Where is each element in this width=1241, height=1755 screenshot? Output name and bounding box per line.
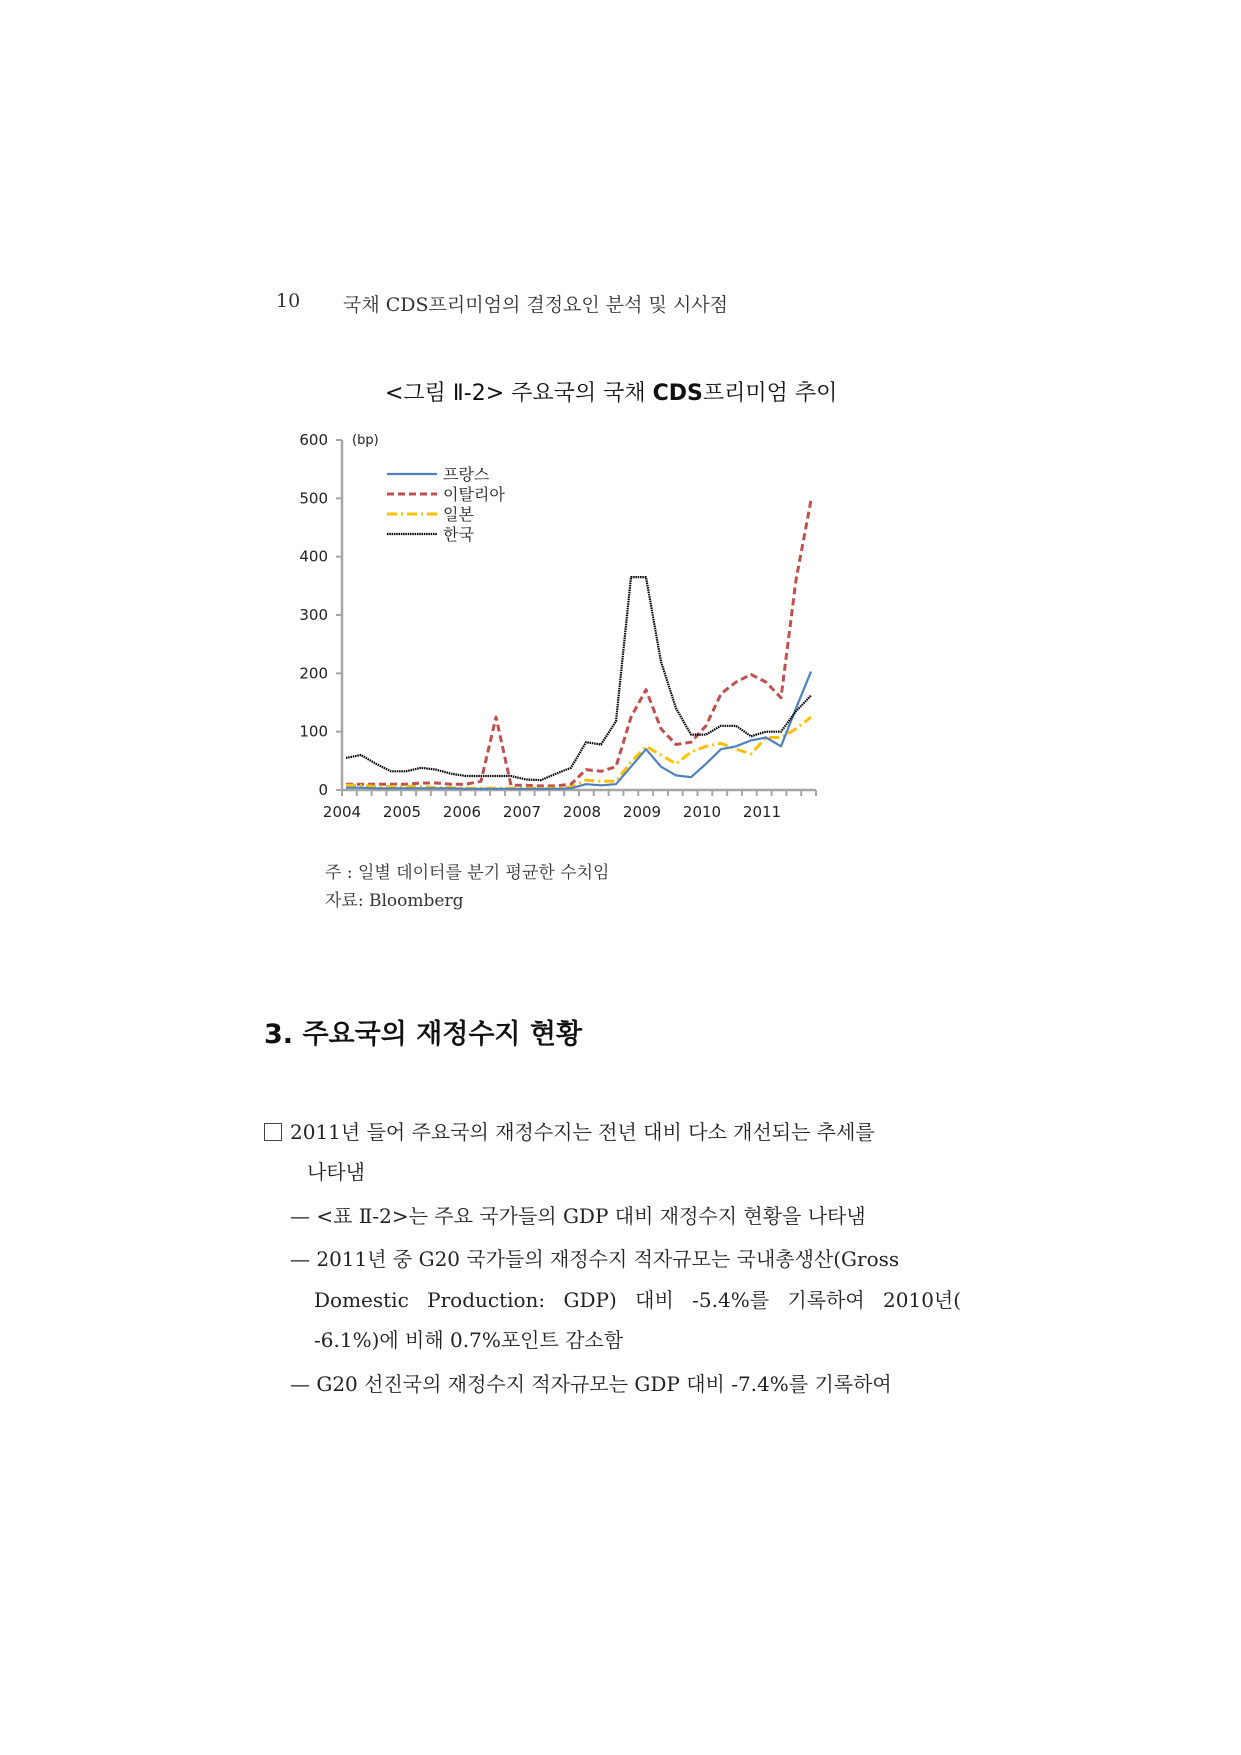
x-tick-label: 2006 [442,803,482,821]
x-tick-label: 2011 [742,803,782,821]
y-tick-label: 300 [299,606,328,624]
x-tick-label: 2007 [502,803,542,821]
y-tick-label: 500 [299,489,328,508]
y-tick-label: 100 [299,722,328,741]
dash-item-1: — <표 Ⅱ-2>는 주요 국가들의 GDP 대비 재정수지 현황을 나타냄 [290,1204,866,1228]
legend-label-0: 프랑스 [443,465,490,484]
y-tick-label: 400 [299,547,328,566]
running-title: 국채 CDS프리미엄의 결정요인 분석 및 시사점 [343,294,729,316]
x-tick-label: 2004 [322,803,362,821]
x-tick-label: 2010 [682,803,722,821]
bullet-line-2: 나타냄 [307,1160,365,1184]
series-line-0 [346,672,811,789]
x-tick-label: 2009 [622,803,662,821]
figure-title-bold: CDS [652,381,703,406]
section-heading: 3. 주요국의 재정수지 현황 [264,1019,583,1050]
legend-label-2: 일본 [443,505,474,524]
chart-legend [387,465,505,544]
figure-source: 자료: Bloomberg [325,891,464,911]
figure-title-suffix: 프리미엄 추이 [702,381,838,406]
y-tick-label: 0 [318,781,328,799]
page-number: 10 [276,290,301,312]
dash-item-2-line-3: -6.1%)에 비해 0.7%포인트 감소함 [314,1328,624,1352]
y-tick-label: 600 [299,431,328,449]
dash-item-2-line-1: — 2011년 중 G20 국가들의 재정수지 적자규모는 국내총생산(Gross [290,1247,900,1271]
legend-label-1: 이탈리아 [443,485,505,504]
checkbox-bullet-icon [264,1123,282,1141]
y-axis-unit-label: (bp) [352,433,379,448]
figure-title-prefix: <그림 Ⅱ-2> 주요국의 국채 [385,381,653,406]
dash-item-2-line-2: Domestic Production: GDP) 대비 -5.4%를 기록하여 2010년( [314,1288,962,1312]
bullet-line-1: 2011년 들어 주요국의 재정수지는 전년 대비 다소 개선되는 추세를 [290,1120,875,1144]
bullet-paragraph [264,1116,875,1145]
dash-item-3: — G20 선진국의 재정수지 적자규모는 GDP 대비 -7.4%를 기록하여 [290,1372,892,1396]
chart-series [346,500,811,789]
x-tick-label: 2005 [382,803,422,821]
cds-premium-line-chart [0,0,1241,840]
y-tick-label: 200 [299,664,328,683]
x-tick-label: 2008 [562,803,602,821]
series-line-1 [346,500,811,786]
chart-axes [299,431,816,821]
legend-label-3: 한국 [443,525,474,544]
figure-note: 주 : 일별 데이터를 분기 평균한 수치임 [325,863,610,883]
